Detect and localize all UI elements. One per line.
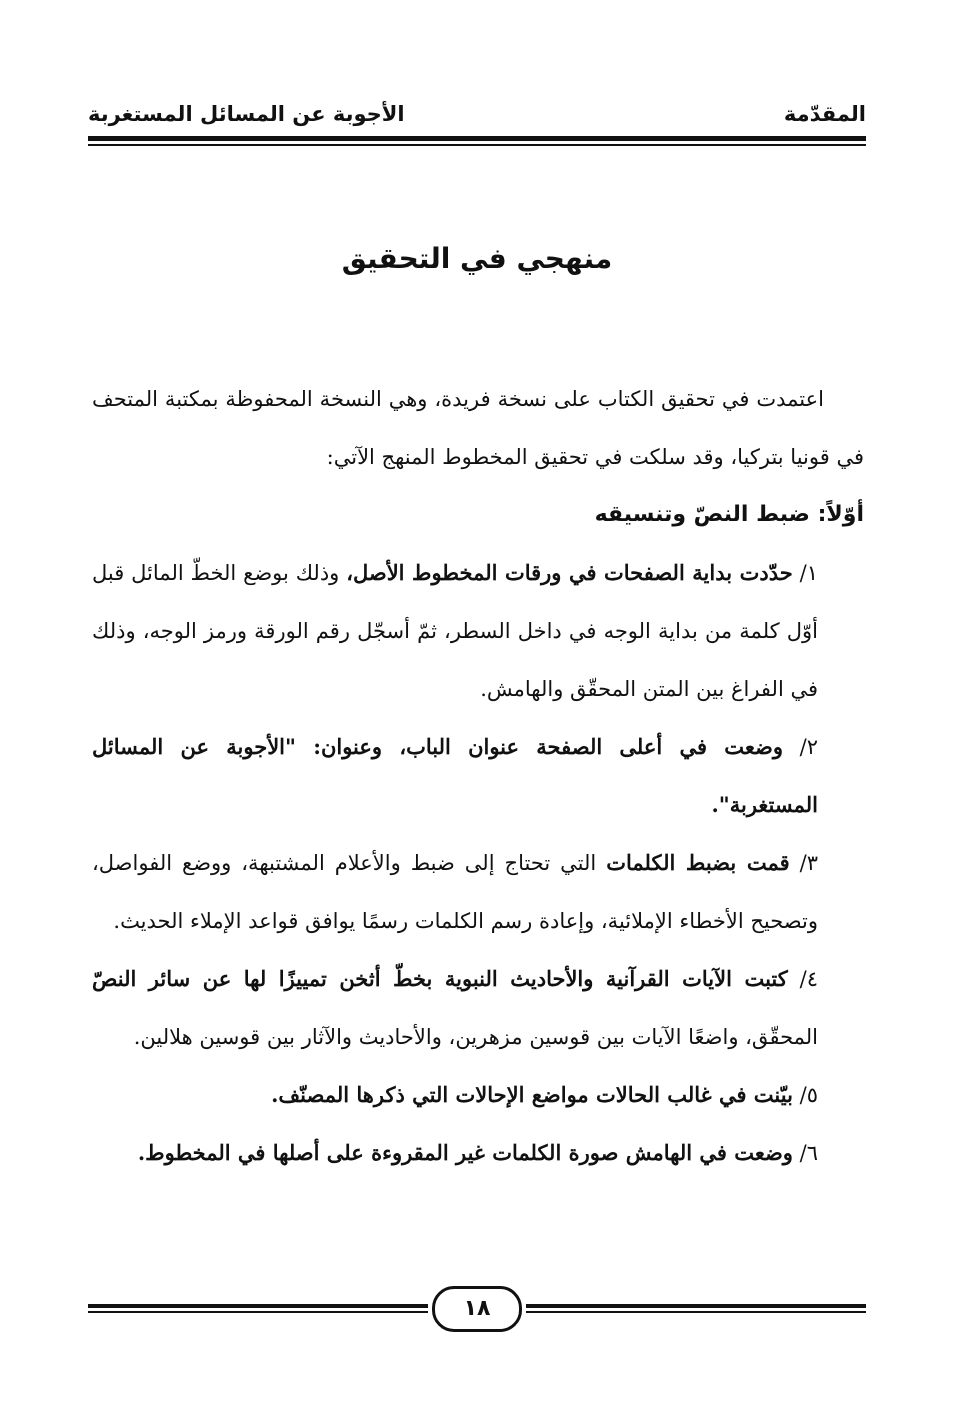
item-number: ٥/ bbox=[799, 1083, 818, 1107]
list-item-4 bbox=[92, 950, 864, 1066]
header-rule-thick bbox=[88, 136, 866, 141]
item-lead: حدّدت بداية الصفحات في ورقات المخطوط الأصل، bbox=[346, 560, 793, 585]
item-lead: بيّنت في غالب الحالات مواضع الإحالات التي ذكرها المصنّف. bbox=[271, 1082, 793, 1107]
running-header bbox=[88, 86, 866, 126]
item-number: ٦/ bbox=[799, 1141, 818, 1165]
item-text: المحقّق، واضعًا الآيات بين قوسين مزهرين، والأحاديث والآثار بين قوسين هلالين. bbox=[133, 1025, 818, 1049]
page-footer bbox=[88, 1286, 866, 1330]
intro-paragraph: اعتمدت في تحقيق الكتاب على نسخة فريدة، وهي النسخة المحفوظة بمكتبة المتحف في قونيا بتركيا، وقد سلكت في تحقيق المخطوط المنهج الآتي: bbox=[92, 387, 864, 469]
list-item-6 bbox=[92, 1124, 864, 1182]
footer-rule-right-thin bbox=[526, 1311, 866, 1313]
list-item-3 bbox=[92, 834, 864, 950]
header-book-title: الأجوبة عن المسائل المستغربة bbox=[88, 102, 405, 126]
section-title: منهجي في التحقيق bbox=[341, 242, 613, 275]
item-text: المستغربة". bbox=[711, 792, 818, 817]
list-item-2 bbox=[92, 718, 864, 834]
footer-rule-left bbox=[88, 1304, 428, 1308]
list-item-1 bbox=[92, 544, 864, 718]
item-lead: وضعت في الهامش صورة الكلمات غير المقروءة على أصلها في المخطوط. bbox=[137, 1140, 793, 1165]
footer-rule-right bbox=[526, 1304, 866, 1308]
list-item-5 bbox=[92, 1066, 864, 1124]
item-number: ٢/ bbox=[799, 735, 818, 759]
item-text: وذلك بوضع الخطّ المائل قبل أوّل كلمة من بداية الوجه في داخل السطر، ثمّ أسجّل رقم الورقة ورمز الوجه، وذلك في الفراغ بين المتن المحقّق والهامش. bbox=[92, 561, 818, 701]
header-rule bbox=[88, 136, 866, 146]
header-rule-thin bbox=[88, 144, 866, 146]
item-lead: وضعت في أعلى الصفحة عنوان الباب، وعنوان: "الأجوبة عن المسائل bbox=[92, 734, 784, 759]
item-lead: كتبت الآيات القرآنية والأحاديث النبوية بخطّ أثخن تمييزًا لها عن سائر النصّ bbox=[92, 966, 788, 991]
body-text bbox=[92, 370, 864, 1182]
header-chapter-title: المقدّمة bbox=[783, 102, 866, 126]
item-lead: قمت بضبط الكلمات bbox=[606, 850, 790, 875]
item-number: ١/ bbox=[799, 561, 818, 585]
item-number: ٤/ bbox=[799, 967, 818, 991]
item-number: ٣/ bbox=[799, 851, 818, 875]
footer-rule-left-thin bbox=[88, 1311, 428, 1313]
page-number: ١٨ bbox=[432, 1286, 522, 1332]
sub-heading: أوّلاً: ضبط النصّ وتنسيقه bbox=[594, 502, 864, 527]
item-text: التي تحتاج إلى ضبط والأعلام المشتبهة، ووضع الفواصل، وتصحيح الأخطاء الإملائية، وإعادة رسم الكلمات رسمًا يوافق قواعد الإملاء الحديث. bbox=[92, 851, 818, 933]
